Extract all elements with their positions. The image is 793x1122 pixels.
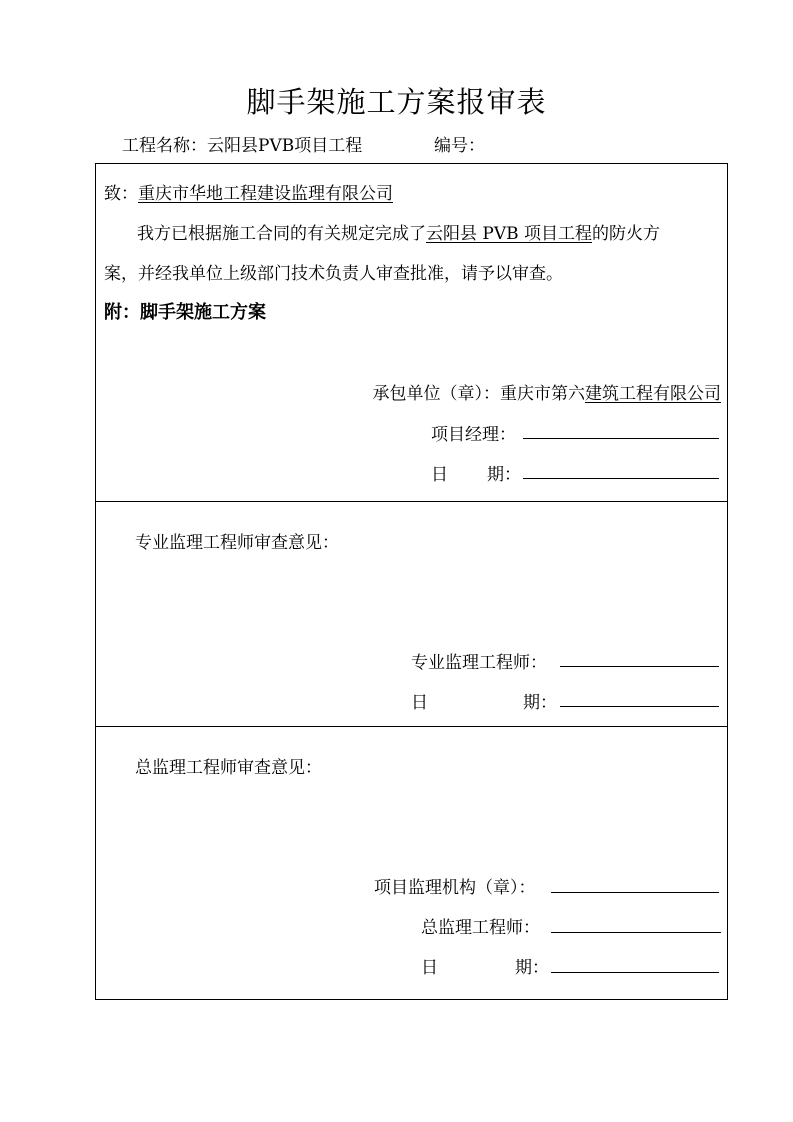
date-label-1b: 期： [487,465,521,485]
contractor-name-b: 建筑工程有限公司 [585,384,721,404]
manager-signature-field[interactable] [523,438,719,439]
date-label-3b: 期： [515,958,549,978]
chief-opinion-heading: 总监理工程师审查意见： [135,758,322,778]
date-field-3[interactable] [551,972,719,973]
project-name: 云阳县PVB项目工程 [207,136,363,156]
date-field-1[interactable] [523,478,719,479]
date-label-2a: 日 [411,693,428,713]
section-divider-2 [95,726,728,727]
page-title: 脚手架施工方案报审表 [246,85,547,119]
specialist-engineer-signature-field[interactable] [560,666,719,667]
project-label: 工程名称： [122,136,207,156]
number-row [434,131,485,156]
manager-label: 项目经理： [431,425,516,445]
supervision-org-label: 项目监理机构（章）： [374,878,536,898]
addressee-row [104,179,393,204]
chief-opinion-field[interactable] [135,785,715,865]
paragraph-prefix: 我方已根据施工合同的有关规定完成了 [137,224,426,244]
chief-engineer-label: 总监理工程师： [421,918,540,938]
to-label: 致： [104,184,138,204]
contractor-name-a: 重庆市第六 [500,384,585,404]
paragraph-suffix: 的防火方 [592,224,661,244]
submission-paragraph-line2: 案，并经我单位上级部门技术负责人审查批准，请予以审查。 [104,264,563,284]
date-label-1a: 日 [431,465,448,485]
specialist-engineer-label: 专业监理工程师： [411,653,547,673]
paragraph-project: 云阳县 PVB 项目工程 [426,224,593,244]
attachment-label: 附：脚手架施工方案 [104,302,266,323]
submission-paragraph-line1 [137,219,660,244]
specialist-opinion-heading: 专业监理工程师审查意见： [135,533,339,553]
to-organization: 重庆市华地工程建设监理有限公司 [138,184,393,204]
chief-engineer-signature-field[interactable] [551,932,721,933]
date-field-2[interactable] [560,706,719,707]
section-divider-1 [95,501,728,502]
number-label: 编号： [434,136,485,156]
specialist-opinion-field[interactable] [135,560,715,640]
contractor-label: 承包单位（章）： [372,384,500,404]
supervision-org-seal-field[interactable] [551,892,719,893]
date-label-2b: 期： [523,693,557,713]
date-label-3a: 日 [421,958,438,978]
project-name-row [122,131,362,156]
contractor-row [373,379,722,404]
